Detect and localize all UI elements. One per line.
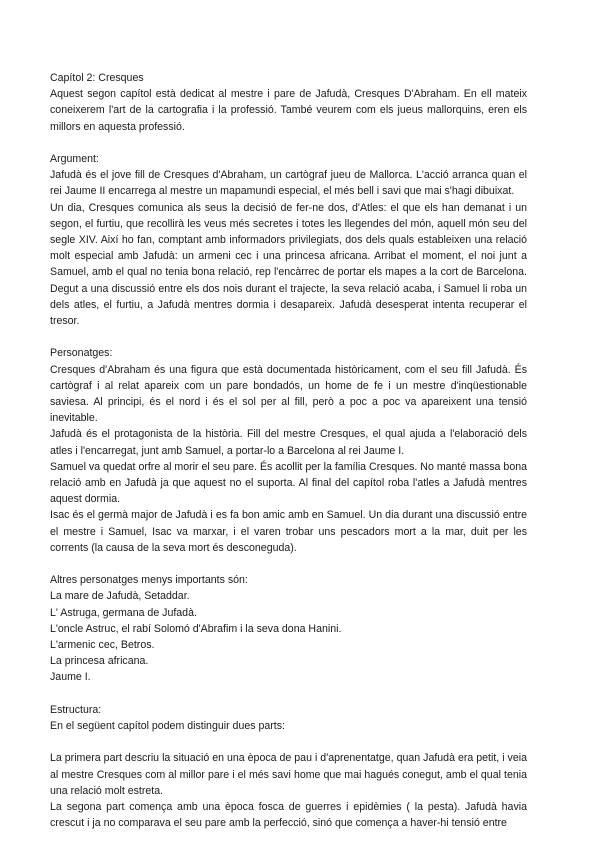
personatges-paragraph: Jafudà és el protagonista de la història. Fill del mestre Cresques, el qual ajuda a l'elaboració dels atles i l'encarregat, junt amb Samuel, a portar-lo a Barcelona al rei Jaume I. — [50, 428, 527, 457]
personatges-paragraph: Isac és el germà major de Jafudà i es fa bon amic amb en Samuel. Un dia durant una discussió entre el mestre i Samuel, Isac va marxar, i el varen trobar uns pescadors mort a la mar, duit per les corrents (la causa de la seva mort és desconeguda). — [50, 509, 527, 554]
personatges-heading: Personatges: — [50, 347, 113, 360]
altres-list-item: L'oncle Astruc, el rabí Solomó d'Abrafim i la seva dona Hanini. — [50, 622, 342, 635]
estructura-paragraph: La primera part descriu la situació en una època de pau i d'aprenentatge, quan Jafudà era petit, i veia al mestre Cresques com al millor pare i el més savi home que mai hagués conegut, amb el qual tenia una relació molt estreta. — [50, 752, 527, 797]
altres-list-item: La princesa africana. — [50, 655, 149, 668]
document-page — [50, 70, 527, 831]
estructura-heading: Estructura: — [50, 703, 102, 716]
estructura-intro: En el següent capítol podem distinguir dues parts: — [50, 720, 285, 733]
altres-list-item: L' Astruga, germana de Jufadà. — [50, 606, 197, 619]
spacer — [50, 556, 527, 572]
altres-list-item: L'armenic cec, Betros. — [50, 639, 155, 652]
altres-heading: Altres personatges menys importants són: — [50, 574, 248, 587]
argument-paragraph: Un dia, Cresques comunica als seus la decisió de fer-ne dos, d'Atles: el que els han demanat i un segon, el furtiu, que recollirà les veus més secretes i totes les llegendes del món, aquell món seu del segle XIV. Així ho fan, comptant amb informadors privilegiats, dos dels quals estableixen una relació molt especial amb Jafudà: un armeni cec i una princesa africana. Arribat el moment, el noi junt a Samuel, amb el qual no tenia bona relació, rep l'encàrrec de portar els mapes a la cort de Barcelona. Degut a una discussió entre els dos nois durant el trajecte, la seva relació acaba, i Samuel li roba un dels atles, el furtiu, a Jafudà mentres dormia i desapareix. Jafudà desesperat intenta recuperar el tresor. — [50, 201, 527, 328]
argument-paragraph: Jafudà és el jove fill de Cresques d'Abraham, un cartògraf jueu de Mallorca. L'acció arranca quan el rei Jaume II encarrega al mestre un mapamundi especial, el més bell i savi que mai s'hagi dibuixat. — [50, 169, 527, 198]
argument-heading: Argument: — [50, 153, 99, 165]
spacer — [50, 329, 527, 345]
estructura-paragraph: La segona part comença amb una època fosca de guerres i epidèmies ( la pesta). Jafudà havia crescut i ja no comparava el seu pare amb la perfecció, sinó que comença a haver-hi tensió entre — [50, 801, 527, 830]
spacer — [50, 686, 527, 702]
spacer — [50, 135, 527, 151]
personatges-paragraph: Samuel va quedat orfre al morir el seu pare. És acollit per la família Cresques. No manté massa bona relació amb en Jafudà ja que aquest no el suporta. Al final del capítol roba l'atles a Jafudà mentres aquest dormia. — [50, 460, 527, 506]
chapter-title: Capítol 2: Cresques — [50, 72, 144, 84]
altres-list-item: Jaume I. — [50, 671, 91, 684]
spacer — [50, 734, 527, 750]
personatges-paragraph: Cresques d'Abraham és una figura que està documentada històricament, com el seu fill Jafudà. És cartògraf i al relat apareix com un pare bondadós, un home de fe i un mestre d'inqüestionable saviesa. Al principi, és el nord i és el sol per al fill, però a poc a poc va apareixent una tensió inevitable. — [50, 363, 527, 425]
chapter-intro: Aquest segon capítol està dedicat al mestre i pare de Jafudà, Cresques D'Abraham. En ell mateix coneixerem l'art de la cartografia i la professió. També veurem com els jueus mallorquins, eren els millors en aquesta professió. — [50, 88, 527, 133]
altres-list-item: La mare de Jafudà, Setaddar. — [50, 590, 190, 603]
